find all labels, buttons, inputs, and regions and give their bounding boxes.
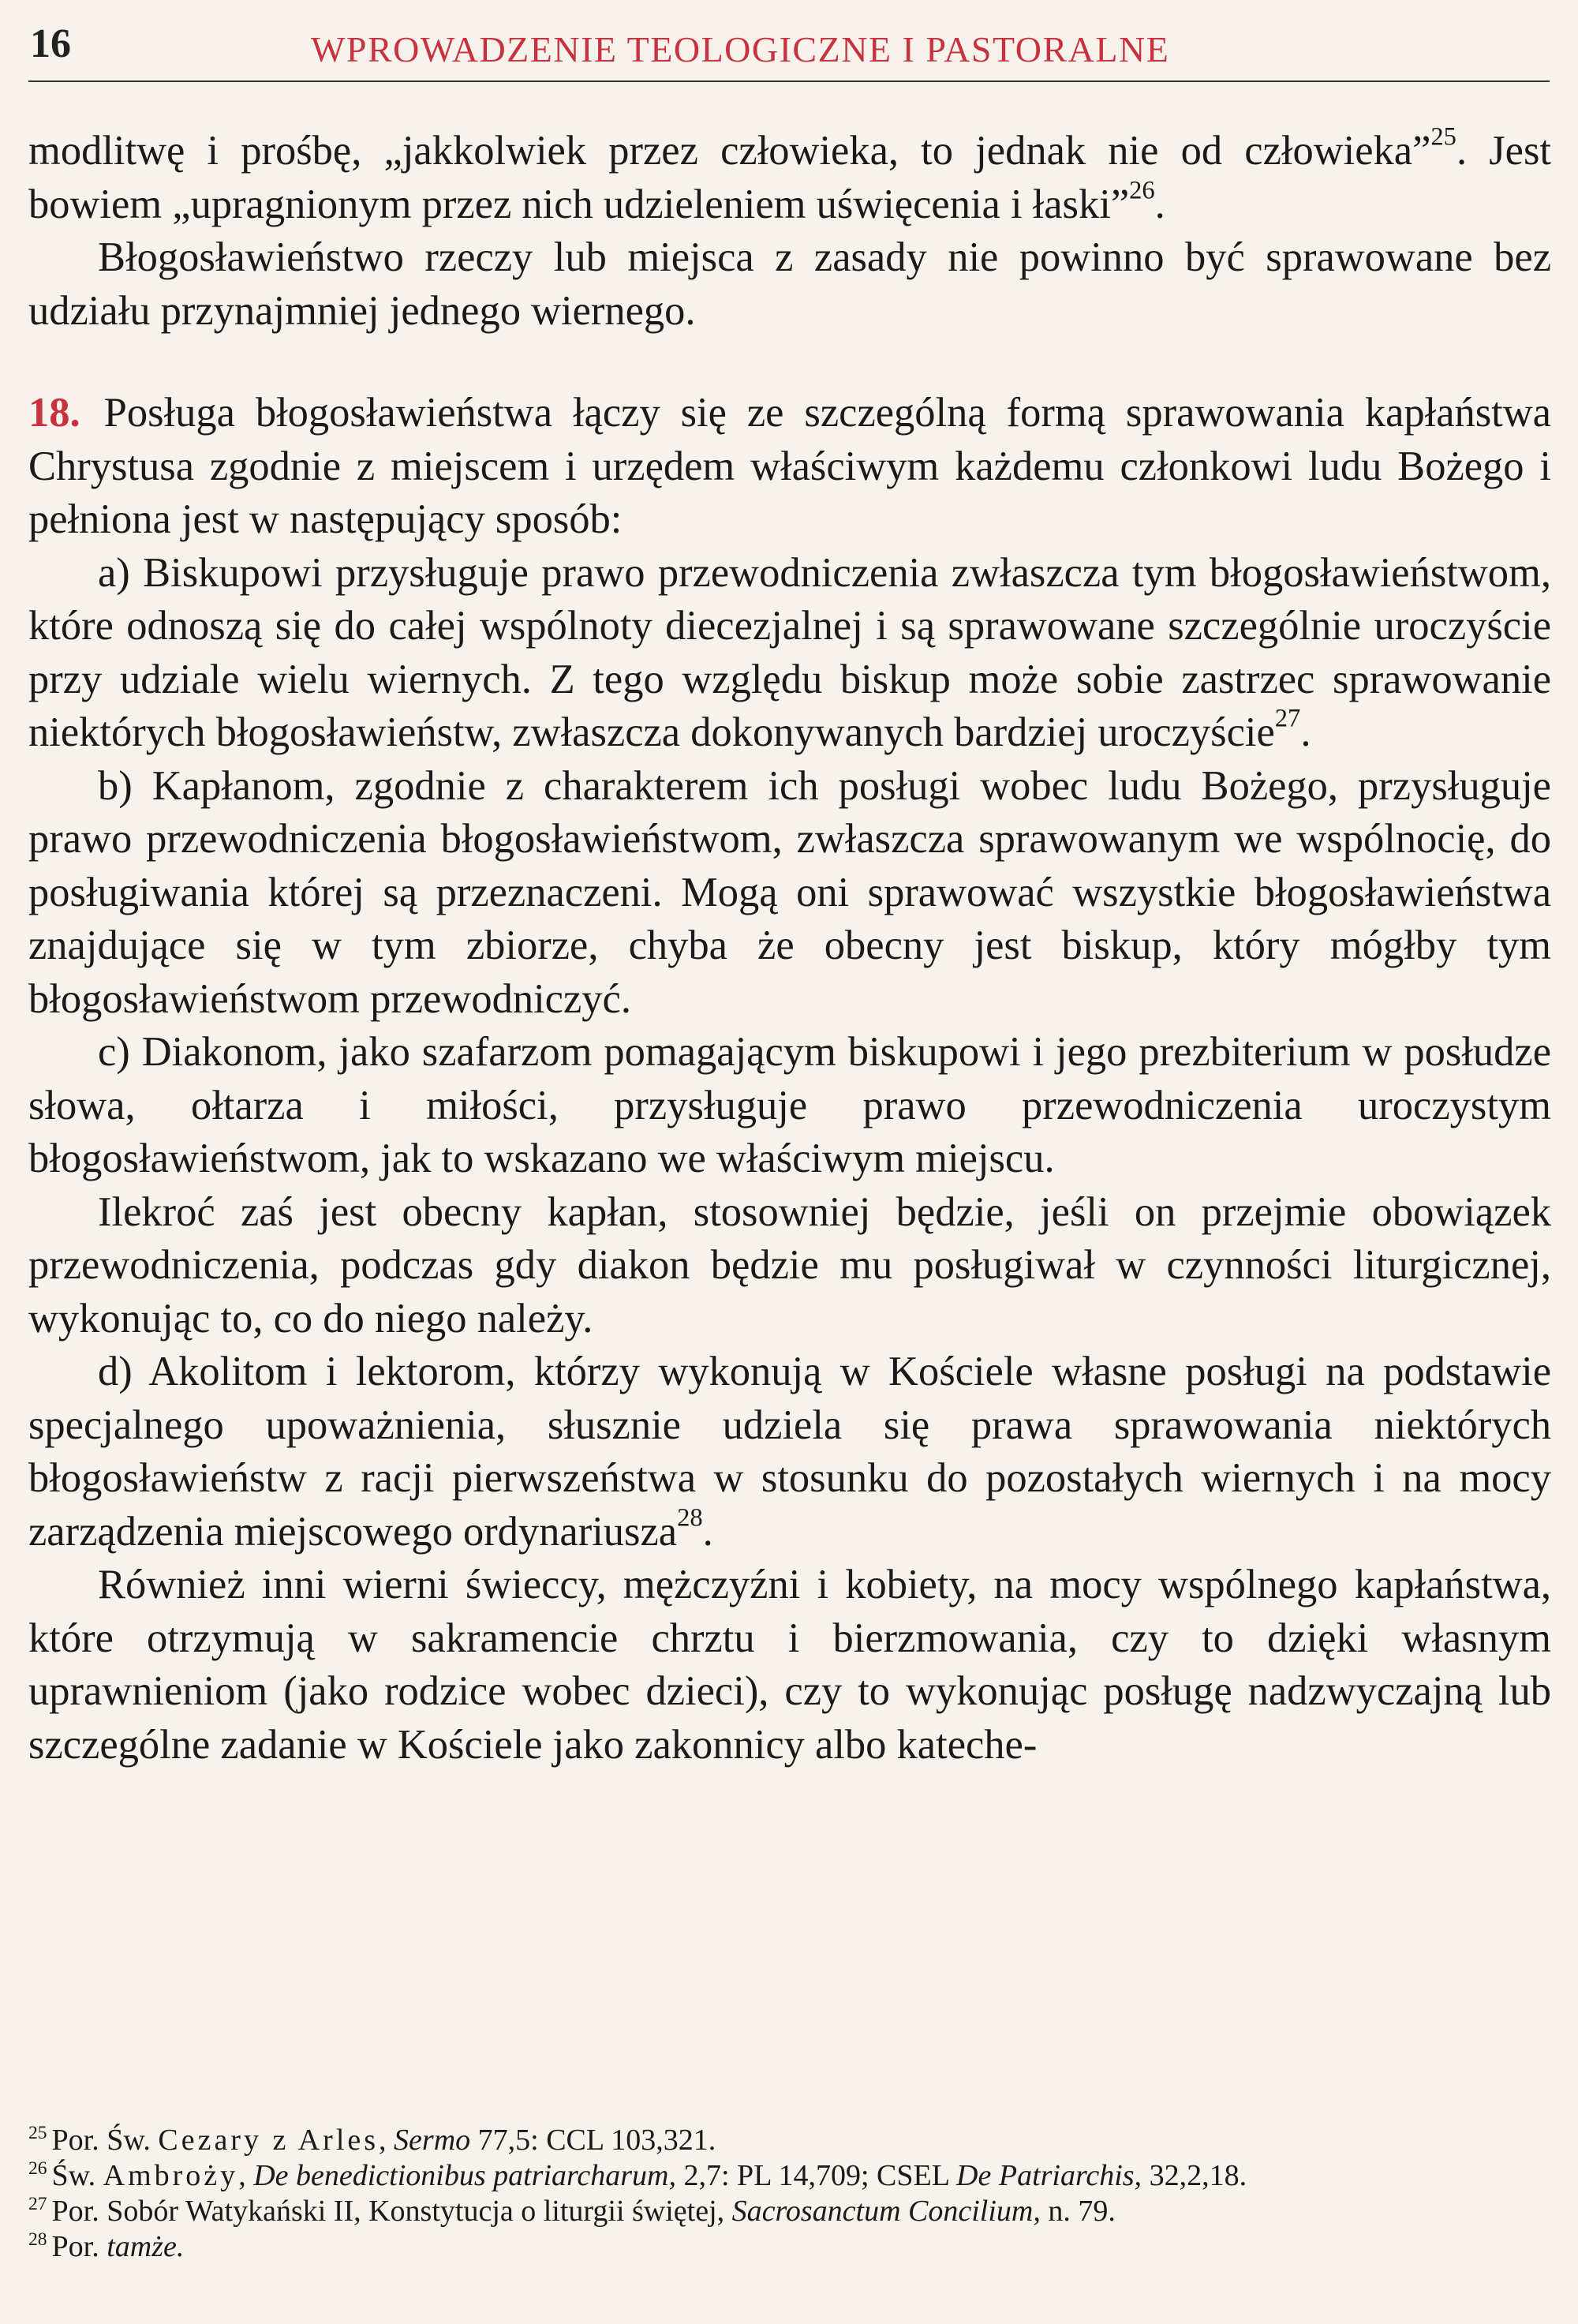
paragraph: Ilekroć zaś jest obecny kapłan, stosowniej będzie, jeśli on przejmie obowiązek przewodniczenia, podczas gdy diakon będzie mu posługiwał w czynności liturgicznej, wykonując to, co do niego należy. xyxy=(28,1188,1551,1342)
footnotes xyxy=(28,2123,1551,2265)
footnote-26: $^{26}$ Św. Ambroży, De benedictionibus patriarcharum, 2,7: PL 14,709; CSEL De Patriarchis, 32,2,18. xyxy=(28,2157,1247,2192)
section-18: 18. Posługa błogosławieństwa łączy się ze szczególną formą sprawowania kapłaństwa Chrystusa zgodnie z miejscem i urzędem właściwym każdemu członkowi ludu Bożego i pełniona jest w następujący sposób: xyxy=(28,390,1551,542)
page-number: 16 xyxy=(30,21,71,66)
running-title: WPROWADZENIE TEOLOGICZNE I PASTORALNE xyxy=(311,29,1170,69)
point-b: b) Kapłanom, zgodnie z charakterem ich posługi wobec ludu Bożego, przysługuje prawo przewodniczenia błogosławieństwom, zwłaszcza sprawowanym we wspólnocię, do posługiwania której są przeznaczeni. Mogą oni sprawować wszystkie błogosławieństwa znajdujące się w tym zbiorze, chyba że obecny jest biskup, który mógłby tym błogosławieństwom przewodniczyć. xyxy=(28,762,1551,1022)
main-text xyxy=(28,122,1552,1772)
point-a: a) Biskupowi przysługuje prawo przewodniczenia zwłaszcza tym błogosławieństwom, które odnoszą się do całej wspólnoty diecezjalnej i są sprawowane szczególnie uroczyście przy udziale wielu wiernych. Z tego względu biskup może sobie zastrzec sprawowanie niektórych błogosławieństw, zwłaszcza dokonywanych bardziej uroczyście$^{27}$. xyxy=(28,549,1551,755)
footnote-25: $^{25}$ Por. Św. Cezary z Arles, Sermo 77,5: CCL 103,321. xyxy=(28,2122,716,2157)
footnote-ref: 27 xyxy=(1274,704,1301,733)
footnote-ref: 26 xyxy=(1129,176,1155,205)
footnote-27: $^{27}$ Por. Sobór Watykański II, Konstytucja o liturgii świętej, Sacrosanctum Concilium, n. 79. xyxy=(28,2193,1116,2228)
point-c: c) Diakonom, jako szafarzom pomagającym biskupowi i jego prezbiterium w posłudze słowa, ołtarza i miłości, przysługuje prawo przewodniczenia uroczystym błogosławieństwom, jak to wskazano we właściwym miejscu. xyxy=(28,1029,1551,1181)
paragraph: Również inni wierni świeccy, mężczyźni i kobiety, na mocy wspólnego kapłaństwa, które otrzymują w sakramencie chrztu i bierzmowania, czy to dzięki własnym uprawnieniom (jako rodzice wobec dzieci), czy to wykonując posługę nadzwyczajną lub szczególne zadanie w Kościele jako zakonnicy albo kateche- xyxy=(28,1562,1551,1768)
point-d: d) Akolitom i lektorom, którzy wykonują w Kościele własne posługi na podstawie specjalnego upoważnienia, słusznie udziela się prawa sprawowania niektórych błogosławieństw z racji pierwszeństwa w stosunku do pozostałych wiernych i na mocy zarządzenia miejscowego ordynariusza$^{28}$. xyxy=(28,1349,1551,1555)
footnote-ref: 28 xyxy=(677,1503,703,1532)
footnote-ref: 25 xyxy=(1430,122,1456,152)
paragraph-continuation: modlitwę i prośbę, „jakkolwiek przez człowieka, to jednak nie od człowieka”$^{25}$. Jest bowiem „upragnionym przez nich udzieleniem uświęcenia i łaski”$^{26}$. xyxy=(28,122,1552,227)
section-number: 18. xyxy=(28,390,80,436)
paragraph: Błogosławieństwo rzeczy lub miejsca z zasady nie powinno być sprawowane bez udziału przynajmniej jednego wiernego. xyxy=(28,234,1551,334)
page-header xyxy=(28,17,1550,82)
footnote-28: $^{28}$ Por. tamże. xyxy=(28,2229,185,2263)
